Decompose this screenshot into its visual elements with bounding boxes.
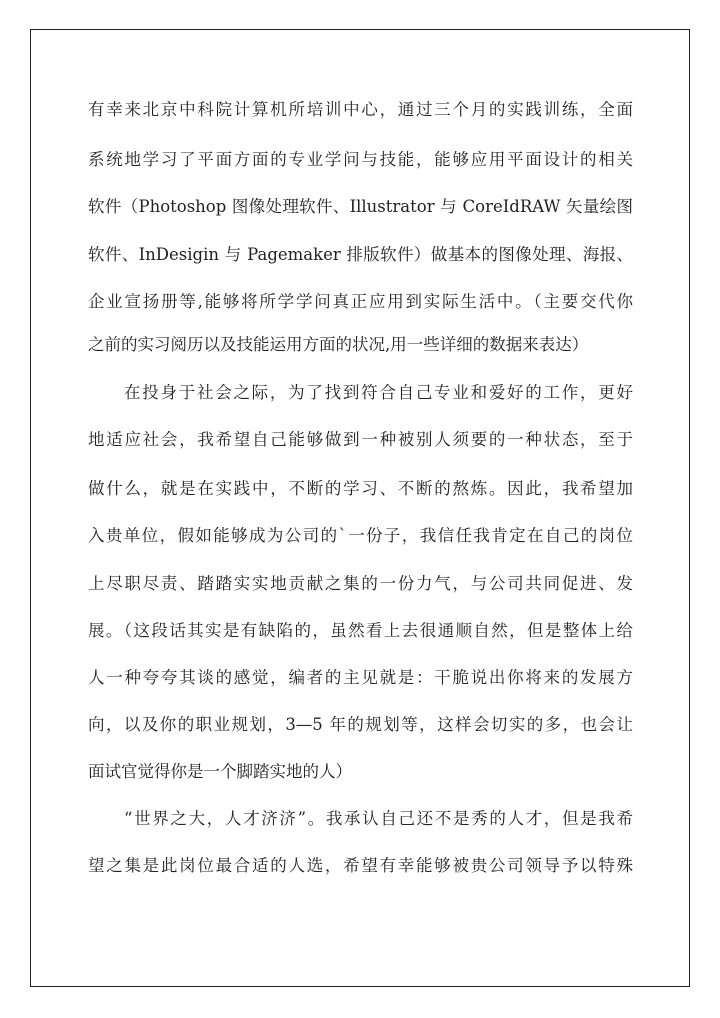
text-line: 人一种夸夸其谈的感觉，编者的主见就是：干脆说出你将来的发展方	[88, 668, 633, 687]
text-line: 上尽职尽责、踏踏实实地贡献之集的一份力气，与公司共同促进、发	[88, 574, 633, 593]
text-line: 系统地学习了平面方面的专业学问与技能，能够应用平面设计的相关	[88, 150, 633, 169]
text-line: 软件、InDesigin 与 Pagemaker 排版软件）做基本的图像处理、海报、	[88, 245, 633, 264]
text-line: 做什么，就是在实践中，不断的学习、不断的熬炼。因此，我希望加	[88, 479, 633, 498]
text-line: 面试官觉得你是一个脚踏实地的人）	[88, 762, 352, 781]
text-line: 企业宣扬册等,能够将所学学问真正应用到实际生活中。（主要交代你	[88, 292, 633, 311]
text-line: 之前的实习阅历以及技能运用方面的状况,用一些详细的数据来表达）	[88, 335, 589, 354]
text-line: 有幸来北京中科院计算机所培训中心，通过三个月的实践训练，全面	[88, 100, 633, 119]
text-line: 展。（这段话其实是有缺陷的，虽然看上去很通顺自然，但是整体上给	[88, 621, 633, 640]
paragraph-first-line: “世界之大，人才济济”。我承认自己还不是秀的人才，但是我希	[124, 809, 633, 828]
paragraph-first-line: 在投身于社会之际，为了找到符合自己专业和爱好的工作，更好	[124, 383, 633, 402]
text-line: 入贵单位，假如能够成为公司的`一份子，我信任我肯定在自己的岗位	[88, 526, 633, 545]
text-line: 软件（Photoshop 图像处理软件、Illustrator 与 CoreIdRAW 矢量绘图	[88, 197, 633, 216]
text-line: 向，以及你的职业规划，3—5 年的规划等，这样会切实的多，也会让	[88, 715, 633, 734]
text-line: 地适应社会，我希望自己能够做到一种被别人须要的一种状态，至于	[88, 430, 633, 449]
text-line: 望之集是此岗位最合适的人选，希望有幸能够被贵公司领导予以特殊	[88, 856, 633, 875]
